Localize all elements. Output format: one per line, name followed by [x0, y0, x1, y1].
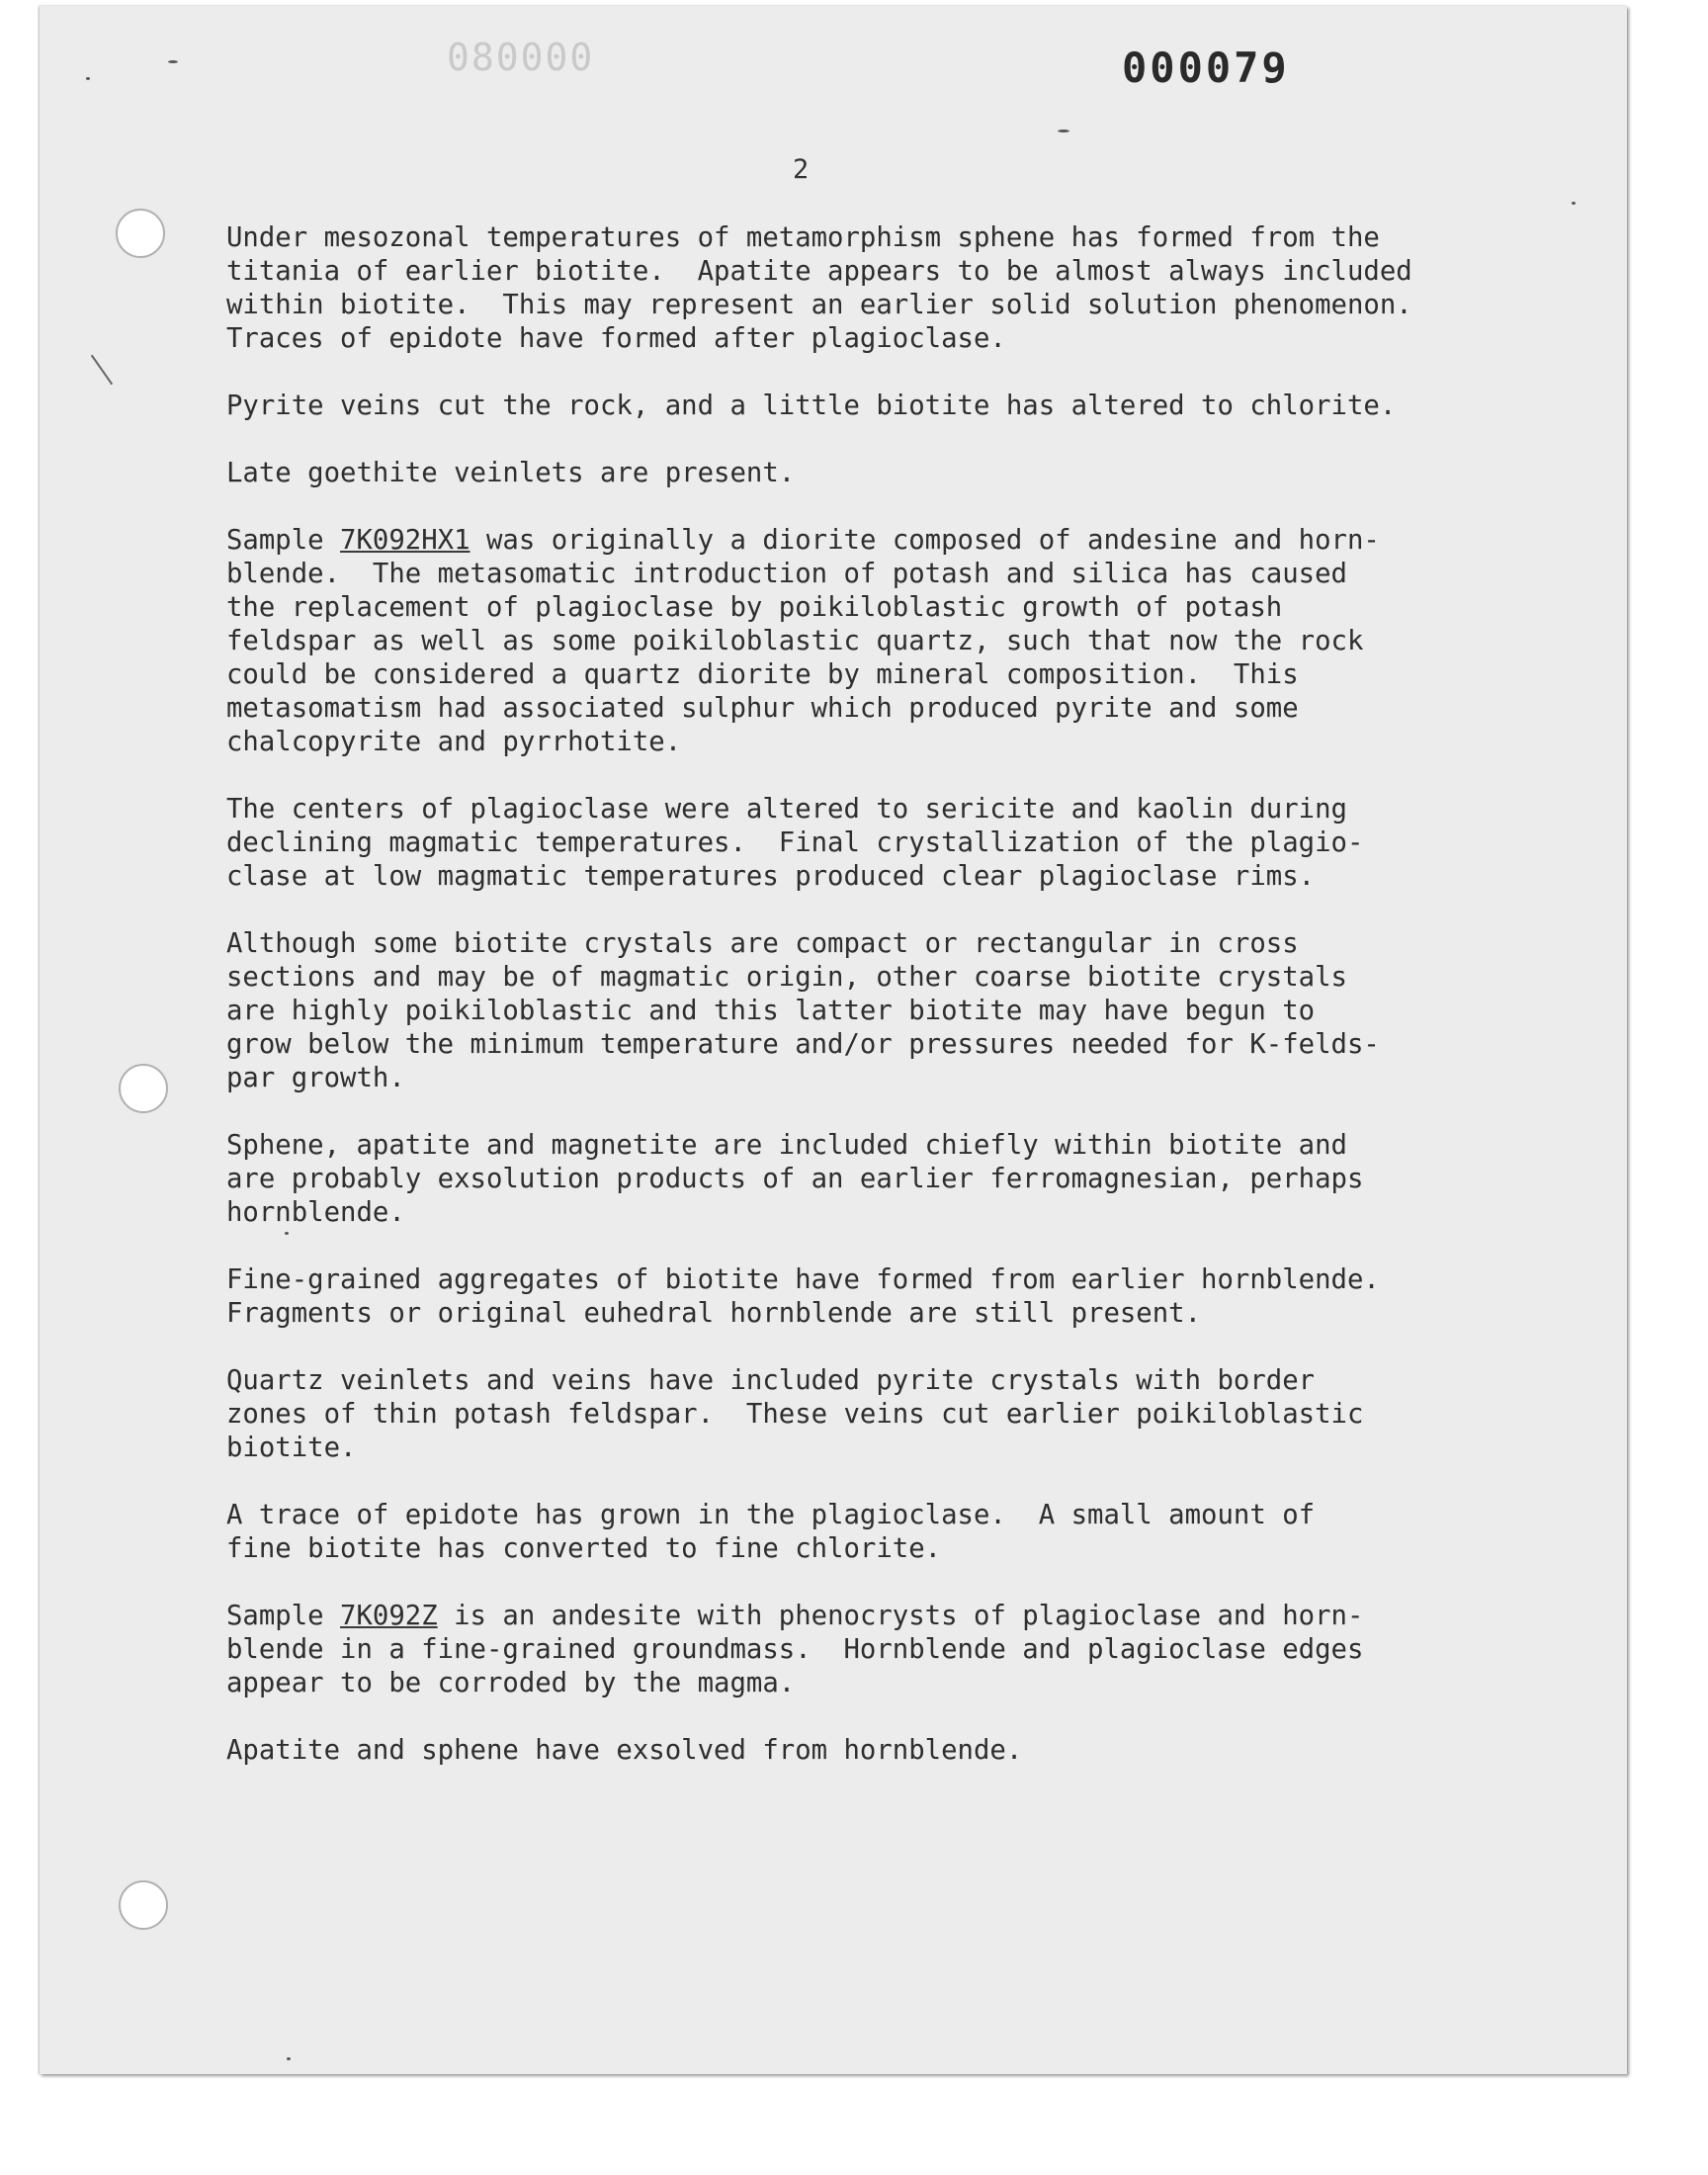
paragraph-5 [226, 793, 1571, 894]
paragraph-2 [226, 390, 1571, 423]
text-line: fine biotite has converted to fine chlorite. [226, 1533, 942, 1564]
text-line: hornblende. [226, 1197, 405, 1228]
text-line: appear to be corroded by the magma. [226, 1668, 796, 1698]
scan-speck [287, 2057, 291, 2060]
paragraph-8 [226, 1263, 1571, 1331]
text-line: Late goethite veinlets are present. [226, 458, 796, 488]
paragraph-6 [226, 927, 1571, 1095]
text-line: Apatite and sphene have exsolved from hornblende. [226, 1735, 1023, 1766]
text-line: Fragments or original euhedral hornblende are still present. [226, 1298, 1202, 1329]
paragraph-3 [226, 457, 1571, 490]
page-number: 2 [793, 154, 810, 185]
text-line: par growth. [226, 1063, 405, 1093]
paragraph-7 [226, 1129, 1571, 1230]
paragraph-9 [226, 1364, 1571, 1465]
paragraph-10 [226, 1499, 1571, 1566]
text-line: Pyrite veins cut the rock, and a little biotite has altered to chlorite. [226, 391, 1397, 421]
text-line: zones of thin potash feldspar. These veins cut earlier poikiloblastic [226, 1399, 1364, 1430]
punch-hole-middle [119, 1064, 168, 1113]
text-line: blende in a fine-grained groundmass. Hornblende and plagioclase edges [226, 1634, 1364, 1665]
text-line: Sphene, apatite and magnetite are included chiefly within biotite and [226, 1130, 1347, 1161]
text-line: The centers of plagioclase were altered to sericite and kaolin during [226, 794, 1347, 825]
text-line: Although some biotite crystals are compact or rectangular in cross [226, 928, 1299, 959]
faint-stamp-number: 080000 [447, 36, 595, 79]
text-line-prefix: Sample [226, 525, 341, 556]
text-line: are probably exsolution products of an earlier ferromagnesian, perhaps [226, 1164, 1364, 1194]
punch-hole-bottom [119, 1880, 168, 1930]
text-line: Quartz veinlets and veins have included pyrite crystals with border [226, 1365, 1316, 1396]
sample-id: 7K092HX1 [340, 525, 470, 556]
document-control-number: 000079 [1122, 44, 1290, 92]
document-page [40, 6, 1627, 2074]
sample-id: 7K092Z [340, 1601, 438, 1631]
document-body [226, 221, 1571, 1801]
text-line: blende. The metasomatic introduction of potash and silica has caused [226, 559, 1347, 589]
text-line: could be considered a quartz diorite by mineral composition. This [226, 659, 1299, 690]
scan-speck [1058, 130, 1069, 132]
text-line: Fine-grained aggregates of biotite have formed from earlier hornblende. [226, 1264, 1380, 1295]
paragraph-12 [226, 1734, 1571, 1768]
text-line: grow below the minimum temperature and/or pressures needed for K-felds- [226, 1029, 1380, 1060]
text-line: are highly poikiloblastic and this latter biotite may have begun to [226, 996, 1316, 1026]
scan-mark [91, 355, 113, 386]
scan-speck [1572, 202, 1576, 205]
text-line: feldspar as well as some poikiloblastic quartz, such that now the rock [226, 626, 1364, 656]
text-line-rest: is an andesite with phenocrysts of plagioclase and horn- [437, 1601, 1364, 1631]
text-line: declining magmatic temperatures. Final crystallization of the plagio- [226, 827, 1364, 858]
punch-hole-top [116, 209, 165, 258]
text-line-prefix: Sample [226, 1601, 341, 1631]
text-line: the replacement of plagioclase by poikiloblastic growth of potash [226, 592, 1283, 623]
scan-speck [168, 60, 178, 63]
text-line: within biotite. This may represent an earlier solid solution phenomenon. [226, 290, 1412, 320]
text-line: titania of earlier biotite. Apatite appears to be almost always included [226, 256, 1412, 287]
text-line: Under mesozonal temperatures of metamorphism sphene has formed from the [226, 222, 1380, 253]
paragraph-1 [226, 221, 1571, 356]
text-line: biotite. [226, 1433, 357, 1463]
paragraph-11 [226, 1600, 1571, 1700]
text-line: A trace of epidote has grown in the plagioclase. A small amount of [226, 1500, 1316, 1530]
text-line: Traces of epidote have formed after plagioclase. [226, 323, 1006, 354]
scan-speck [86, 77, 90, 80]
text-line: chalcopyrite and pyrrhotite. [226, 727, 682, 757]
text-line: metasomatism had associated sulphur which produced pyrite and some [226, 693, 1299, 724]
text-line-rest: was originally a diorite composed of andesine and horn- [470, 525, 1380, 556]
paragraph-4 [226, 524, 1571, 759]
text-line: clase at low magmatic temperatures produced clear plagioclase rims. [226, 861, 1316, 892]
text-line: sections and may be of magmatic origin, other coarse biotite crystals [226, 962, 1347, 993]
